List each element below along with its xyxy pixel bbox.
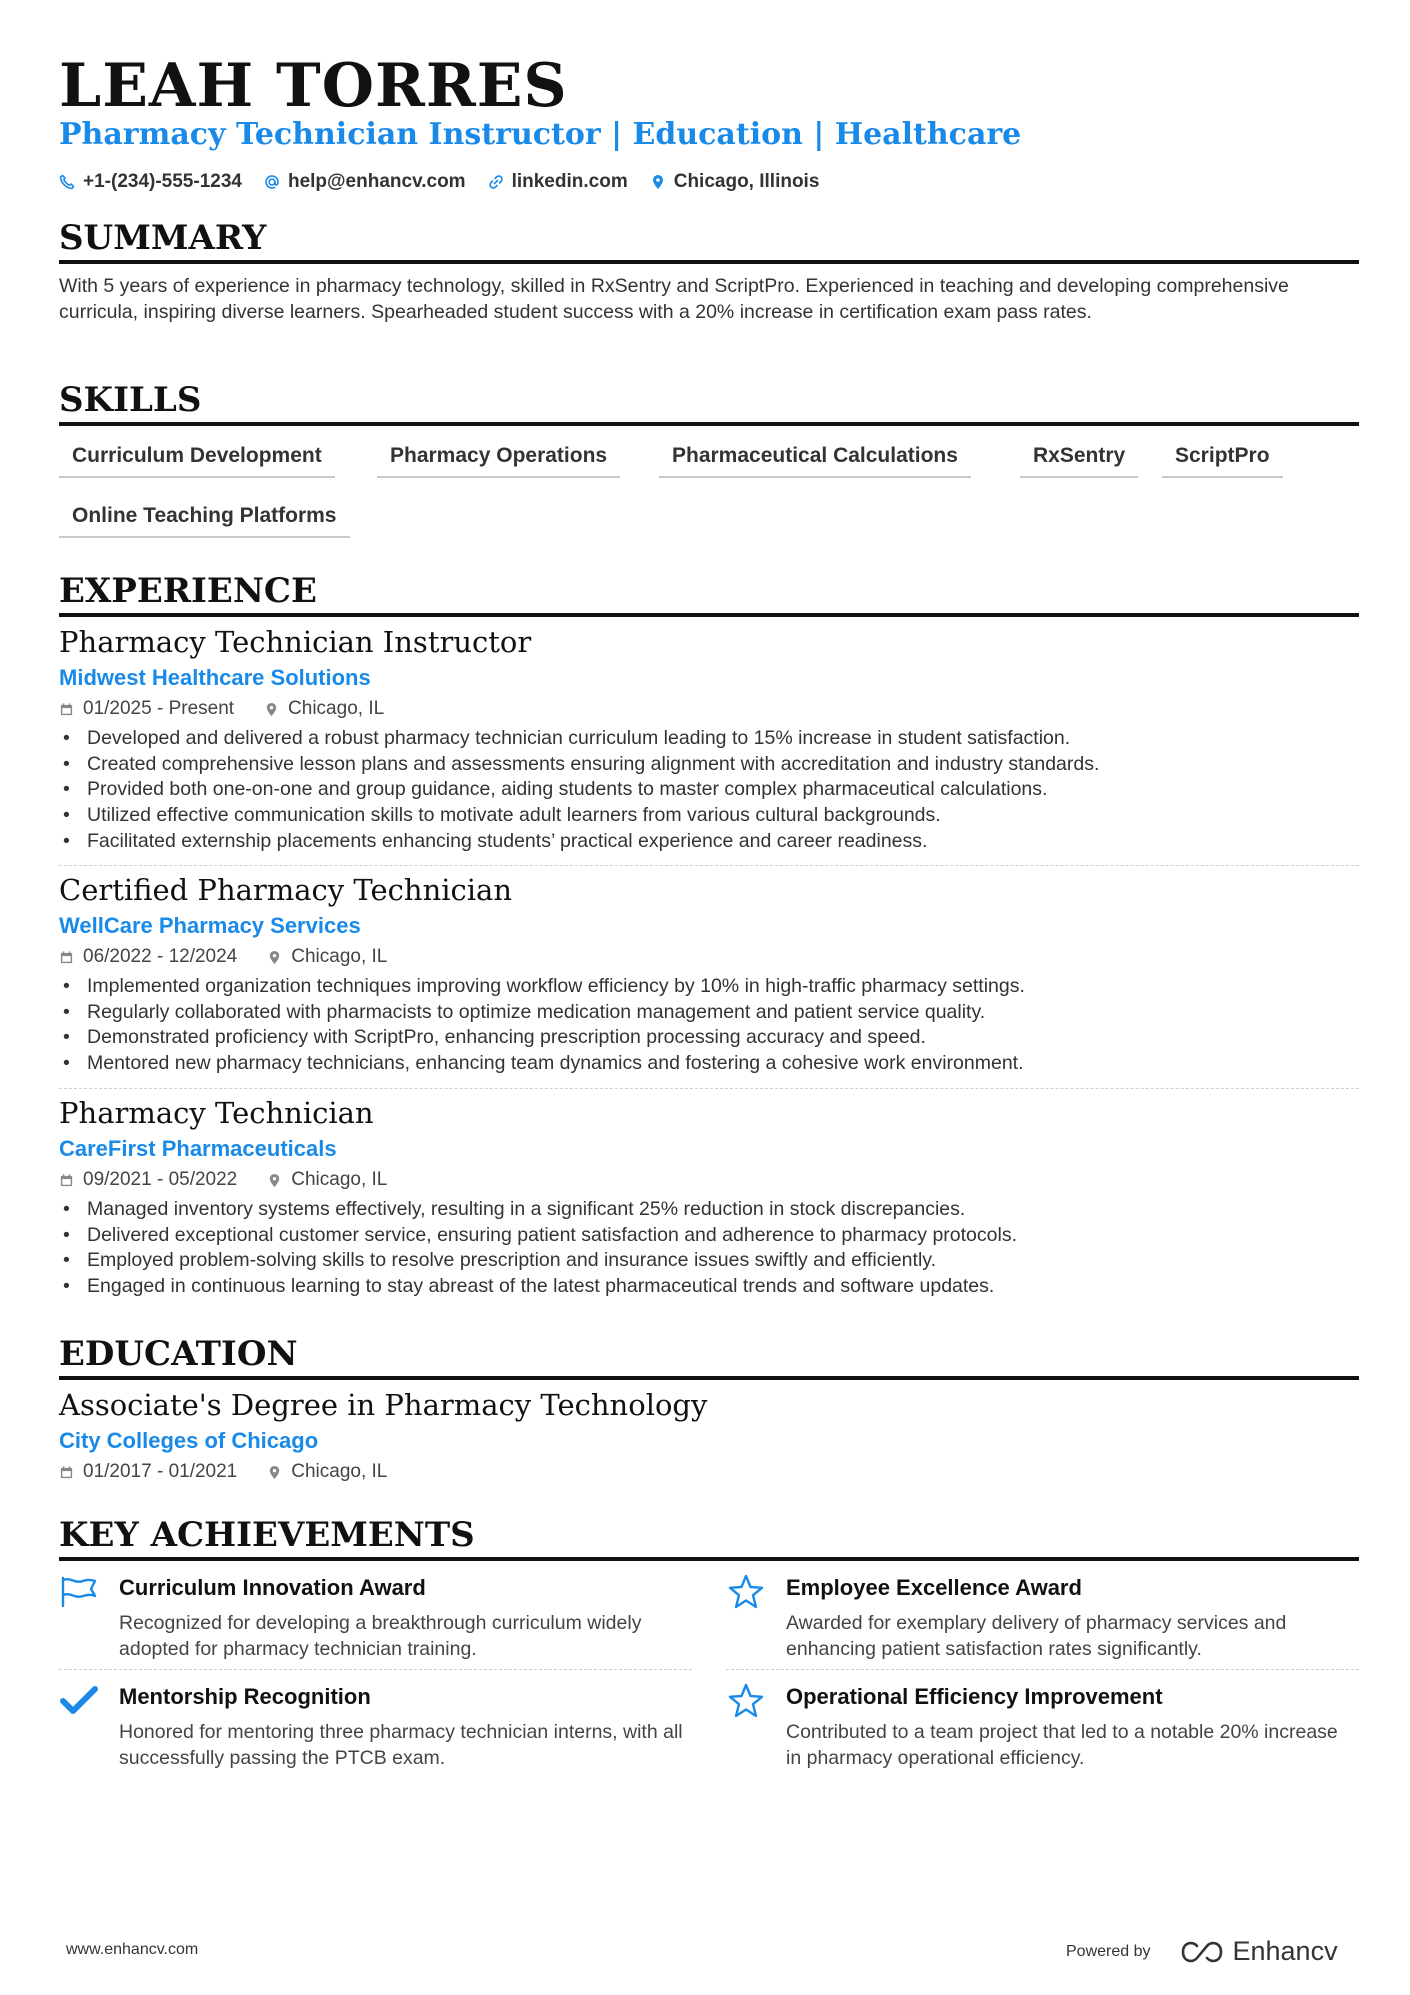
location-pin-icon: [267, 950, 282, 965]
job-meta: [59, 1165, 1359, 1195]
job-title: Certified Pharmacy Technician: [59, 873, 513, 907]
candidate-name: LEAH TORRES: [59, 51, 568, 121]
bullet-item: • Demonstrated proficiency with ScriptPro, enhancing prescription processing accuracy and speed.: [59, 1025, 1359, 1051]
job-bullets: [59, 726, 1359, 855]
school-name: City Colleges of Chicago: [59, 1428, 319, 1453]
achievement-desc: Awarded for exemplary delivery of pharmacy services and enhancing patient satisfaction rates significantly.: [786, 1612, 1287, 1660]
star-icon: [726, 1574, 766, 1610]
phone-icon: [59, 174, 75, 190]
section-title-summary: SUMMARY: [59, 216, 1359, 264]
enhancv-logo-icon: [1179, 1939, 1225, 1965]
degree-title: Associate's Degree in Pharmacy Technology: [59, 1388, 708, 1422]
enhancv-logo[interactable]: [1179, 1936, 1338, 1967]
footer-website[interactable]: www.enhancv.com: [66, 1941, 199, 1958]
skill-tag: ScriptPro: [1162, 436, 1283, 478]
contact-phone[interactable]: [59, 168, 242, 196]
job-title: Pharmacy Technician Instructor: [59, 625, 532, 659]
job-bullets: [59, 974, 1359, 1077]
bullet-item: • Regularly collaborated with pharmacists to optimize medication management and patient service quality.: [59, 1000, 1359, 1026]
job-bullets: [59, 1197, 1359, 1300]
skill-tag: Curriculum Development: [59, 436, 335, 478]
job-dates: 01/2025 - Present: [83, 698, 235, 719]
achievement-divider: [726, 1669, 1359, 1670]
job-dates: 09/2021 - 05/2022: [83, 1169, 238, 1190]
entry-divider: [59, 1088, 1359, 1089]
contact-linkedin[interactable]: [488, 168, 628, 196]
achievement-desc: Contributed to a team project that led to a notable 20% increase in pharmacy operational efficiency.: [786, 1721, 1338, 1769]
achievement-divider: [59, 1669, 692, 1670]
flag-icon: [59, 1574, 99, 1610]
job-company: WellCare Pharmacy Services: [59, 913, 361, 938]
location-pin-icon: [264, 702, 279, 717]
star-icon: [726, 1683, 766, 1719]
footer-branding: [1066, 1936, 1338, 1967]
experience-entry: [59, 1093, 1359, 1300]
job-company: CareFirst Pharmaceuticals: [59, 1136, 337, 1161]
calendar-icon: [59, 1465, 74, 1480]
education-entry: [59, 1385, 1359, 1487]
job-dates: 06/2022 - 12/2024: [83, 946, 238, 967]
linkedin-text: linkedin.com: [511, 171, 628, 192]
location-pin-icon: [267, 1173, 282, 1188]
section-title-education: EDUCATION: [59, 1332, 1359, 1380]
bullet-item: • Mentored new pharmacy technicians, enhancing team dynamics and fostering a cohesive work environment.: [59, 1051, 1359, 1077]
powered-by-text: Powered by: [1066, 1942, 1151, 1960]
location-pin-icon: [267, 1465, 282, 1480]
skill-tag: Pharmacy Operations: [377, 436, 620, 478]
contact-location: [650, 168, 820, 196]
email-text: help@enhancv.com: [287, 171, 466, 192]
education-meta: [59, 1457, 1359, 1487]
skill-tag: Online Teaching Platforms: [59, 496, 350, 538]
bullet-item: • Implemented organization techniques improving workflow efficiency by 10% in high-traffic pharmacy settings.: [59, 974, 1359, 1000]
bullet-item: • Delivered exceptional customer service, ensuring patient satisfaction and adherence to pharmacy protocols.: [59, 1223, 1359, 1249]
summary-text: With 5 years of experience in pharmacy technology, skilled in RxSentry and ScriptPro. Experienced in teaching and developing comprehensive curricula, inspiring diverse learners. Spearheaded student success with a 20% increase in certification exam pass rates.: [59, 275, 1289, 323]
bullet-item: • Created comprehensive lesson plans and assessments ensuring alignment with accreditation and industry standards.: [59, 752, 1359, 778]
achievement-title: Employee Excellence Award: [786, 1575, 1082, 1600]
entry-divider: [59, 865, 1359, 866]
experience-entry: [59, 622, 1359, 855]
job-location: Chicago, IL: [291, 1169, 388, 1190]
job-meta: [59, 942, 1359, 972]
brand-name: Enhancv: [1232, 1936, 1338, 1966]
link-icon: [488, 174, 504, 190]
bullet-item: • Utilized effective communication skills to motivate adult learners from various cultural backgrounds.: [59, 803, 1359, 829]
checkmark-icon: [59, 1683, 99, 1719]
contact-email[interactable]: [264, 168, 466, 196]
section-title-experience: EXPERIENCE: [59, 569, 1359, 617]
bullet-item: • Provided both one-on-one and group guidance, aiding students to master complex pharmaceutical calculations.: [59, 777, 1359, 803]
section-title-skills: SKILLS: [59, 378, 1359, 426]
section-title-achievements: KEY ACHIEVEMENTS: [59, 1513, 1359, 1561]
achievement-desc: Recognized for developing a breakthrough curriculum widely adopted for pharmacy technician training.: [119, 1612, 642, 1660]
bullet-item: • Employed problem-solving skills to resolve prescription and insurance issues swiftly and efficiently.: [59, 1248, 1359, 1274]
achievement-title: Operational Efficiency Improvement: [786, 1684, 1163, 1709]
location-pin-icon: [650, 174, 666, 190]
calendar-icon: [59, 702, 74, 717]
bullet-item: • Managed inventory systems effectively, resulting in a significant 25% reduction in stock discrepancies.: [59, 1197, 1359, 1223]
achievement-title: Mentorship Recognition: [119, 1684, 371, 1709]
job-meta: [59, 694, 1359, 724]
job-location: Chicago, IL: [291, 946, 388, 967]
bullet-item: • Facilitated externship placements enhancing students’ practical experience and career readiness.: [59, 829, 1359, 855]
skill-tag: Pharmaceutical Calculations: [659, 436, 971, 478]
experience-entry: [59, 870, 1359, 1077]
education-location: Chicago, IL: [291, 1461, 388, 1482]
bullet-item: • Engaged in continuous learning to stay abreast of the latest pharmaceutical trends and software updates.: [59, 1274, 1359, 1300]
calendar-icon: [59, 1173, 74, 1188]
at-icon: [264, 174, 280, 190]
phone-text: +1-(234)-555-1234: [83, 171, 242, 192]
achievement-title: Curriculum Innovation Award: [119, 1575, 426, 1600]
achievement-desc: Honored for mentoring three pharmacy technician interns, with all successfully passing the PTCB exam.: [119, 1721, 683, 1769]
calendar-icon: [59, 950, 74, 965]
contact-bar: [59, 168, 819, 196]
location-text: Chicago, Illinois: [673, 171, 820, 192]
education-dates: 01/2017 - 01/2021: [83, 1461, 238, 1482]
candidate-headline: Pharmacy Technician Instructor | Education | Healthcare: [59, 117, 1022, 152]
bullet-item: • Developed and delivered a robust pharmacy technician curriculum leading to 15% increase in student satisfaction.: [59, 726, 1359, 752]
job-location: Chicago, IL: [288, 698, 385, 719]
job-company: Midwest Healthcare Solutions: [59, 665, 371, 690]
job-title: Pharmacy Technician: [59, 1096, 374, 1130]
skill-tag: RxSentry: [1020, 436, 1138, 478]
